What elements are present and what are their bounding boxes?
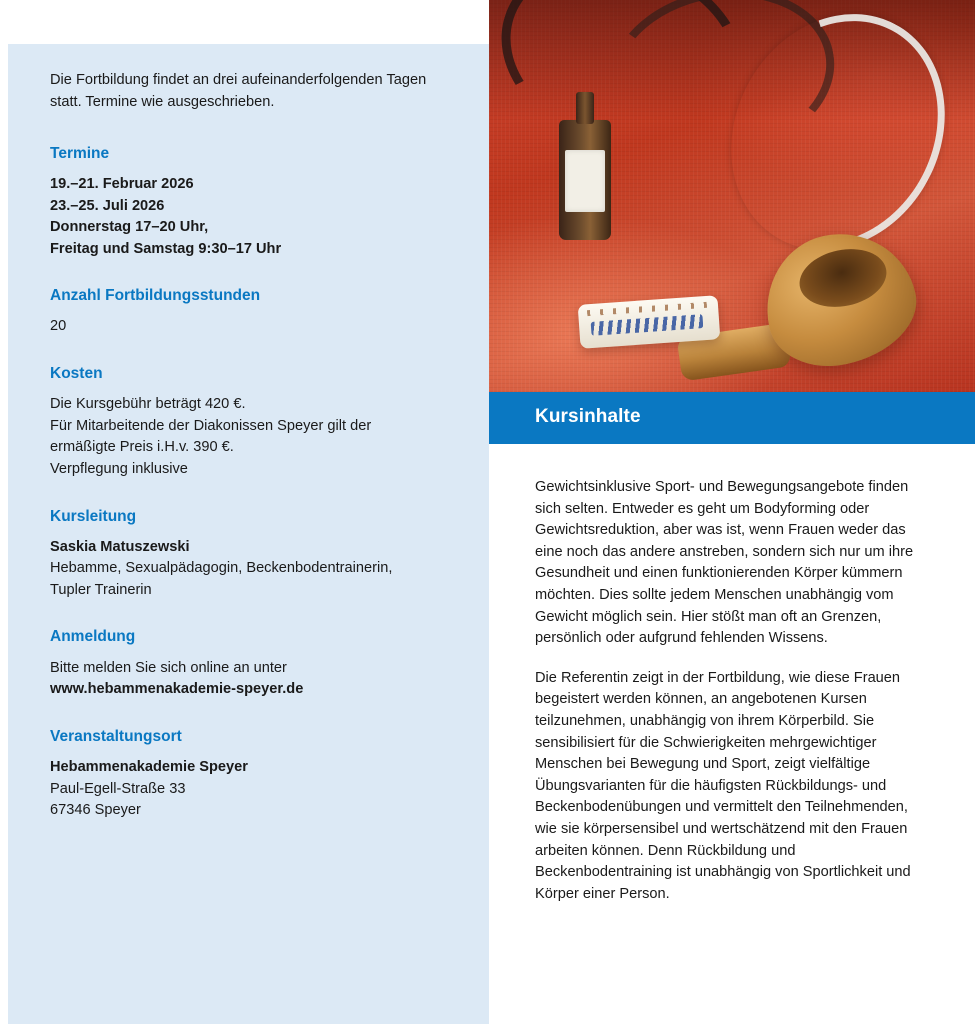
kosten-line-3: ermäßigte Preis i.H.v. 390 €. <box>50 439 234 456</box>
termine-line-3: Donnerstag 17–20 Uhr, <box>50 219 209 236</box>
section-heading-fortbildungsstunden: Anzahl Fortbildungsstunden <box>50 287 261 305</box>
section-kursleitung <box>50 507 450 602</box>
left-panel-top-margin <box>0 0 489 44</box>
fortbildungsstunden-value: 20 <box>50 318 67 335</box>
termine-line-4: Freitag und Samstag 9:30–17 Uhr <box>50 240 282 257</box>
intro-paragraph: Die Fortbildung findet an drei aufeinanderfolgenden Tagen statt. Termine wie ausgeschrieben. <box>50 72 427 110</box>
midwifery-instruments-photo <box>489 0 975 392</box>
anmeldung-hinweis: Bitte melden Sie sich online an unter <box>50 659 287 676</box>
kursleitung-qualifikation-2: Tupler Trainerin <box>50 581 152 598</box>
section-heading-kursleitung: Kursleitung <box>50 507 137 525</box>
section-banner-title: Kursinhalte <box>535 406 641 427</box>
section-fortbildungsstunden <box>50 286 450 338</box>
left-panel-gutter <box>0 0 8 1024</box>
kursinhalte-paragraph-1: Gewichtsinklusive Sport- und Bewegungsangebote finden sich selten. Entweder es geht um Bodyforming oder Gewichtsreduktion, aber was ist, wenn Frauen weder das eine noch das andere anstreben, sondern sich nur um ihre Gesundheit und einen funktionierenden Körper kümmern möchten. Dies sollte jedem Menschen unabhängig vom Gewicht möglich sein. Hier stößt man oft an Grenzen, persönlich oder aufgrund fehlenden Wissens. <box>535 479 914 647</box>
left-panel-content <box>50 70 450 822</box>
kursinhalte-paragraph-2: Die Referentin zeigt in der Fortbildung, wie diese Frauen begeistert werden können, an angebotenen Kursen teilzunehmen, unabhängig von ihrem Körperbild. Sie sensibilisiert für die Schwierigkeiten mehrgewichtiger Menschen bei Bewegung und Sport, zeigt vielfältige Übungsvarianten für die häufigsten Rückbildungs- und Beckenbodenübungen und vermittelt den Teilnehmenden, wie sie körpersensibel und wertschätzend mit den Frauen arbeiten können. Denn Rückbildung und Beckenbodentraining ist unabhängig von Sportlichkeit und Körper einer Person. <box>535 669 911 902</box>
medicine-bottle-neck-icon <box>576 92 594 124</box>
veranstaltungsort-strasse: Paul-Egell-Straße 33 <box>50 780 186 797</box>
section-anmeldung <box>50 627 450 700</box>
section-kosten <box>50 364 450 481</box>
kosten-line-1: Die Kursgebühr beträgt 420 €. <box>50 396 246 413</box>
section-termine <box>50 144 450 261</box>
veranstaltungsort-name: Hebammenakademie Speyer <box>50 758 248 775</box>
section-heading-veranstaltungsort: Veranstaltungsort <box>50 727 182 745</box>
kursleitung-name: Saskia Matuszewski <box>50 538 190 555</box>
kursinhalte-body <box>535 477 927 905</box>
veranstaltungsort-ort: 67346 Speyer <box>50 802 141 819</box>
section-heading-termine: Termine <box>50 144 110 162</box>
anmeldung-website-link[interactable]: www.hebammenakademie-speyer.de <box>50 681 304 698</box>
kosten-line-2: Für Mitarbeitende der Diakonissen Speyer gilt der <box>50 417 372 434</box>
termine-line-2: 23.–25. Juli 2026 <box>50 197 165 214</box>
medicine-bottle-label-icon <box>565 150 605 212</box>
kosten-line-4: Verpflegung inklusive <box>50 460 188 477</box>
right-content-panel <box>489 0 975 1024</box>
section-heading-kosten: Kosten <box>50 365 103 383</box>
section-heading-anmeldung: Anmeldung <box>50 628 136 646</box>
section-veranstaltungsort <box>50 727 450 822</box>
kursleitung-qualifikation-1: Hebamme, Sexualpädagogin, Beckenbodentrainerin, <box>50 560 393 577</box>
termine-line-1: 19.–21. Februar 2026 <box>50 175 194 192</box>
